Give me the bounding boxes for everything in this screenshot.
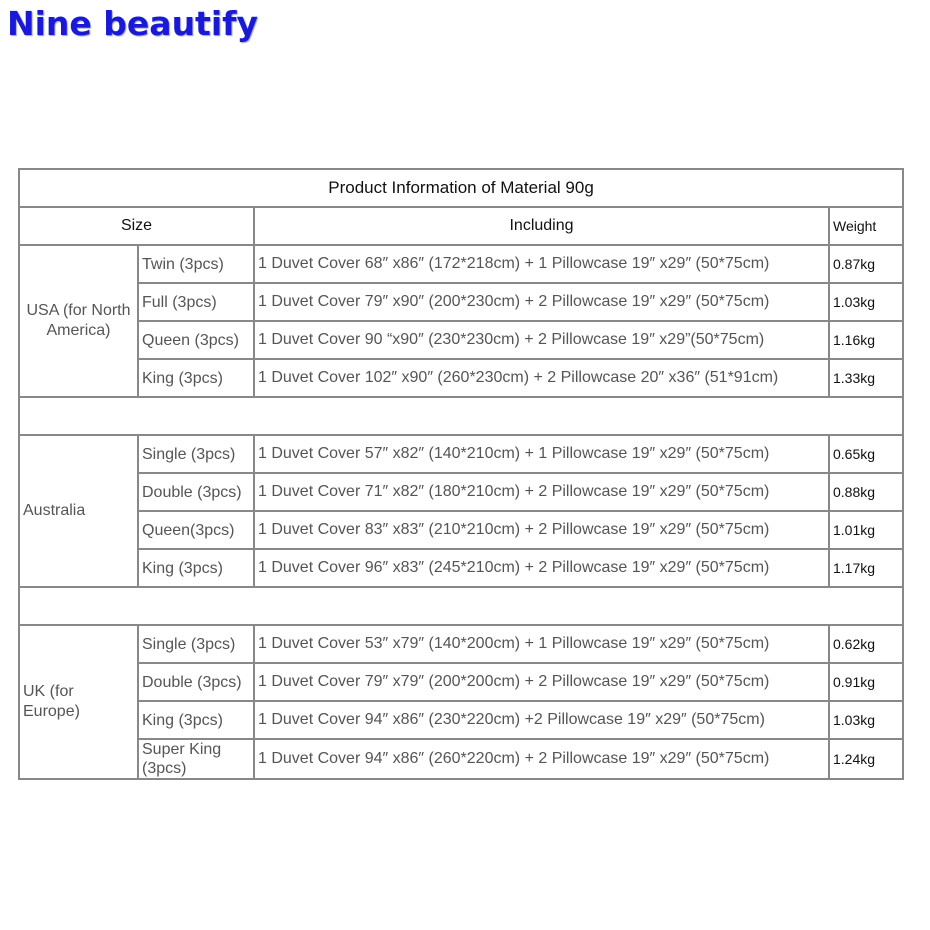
weight-cell: 1.33kg bbox=[829, 359, 903, 397]
table-row bbox=[19, 435, 903, 473]
including-cell: 1 Duvet Cover 83″ x83″ (210*210cm) + 2 Pillowcase 19″ x29″ (50*75cm) bbox=[254, 511, 829, 549]
weight-cell: 0.91kg bbox=[829, 663, 903, 701]
size-cell: Single (3pcs) bbox=[138, 625, 254, 663]
size-cell: Super King (3pcs) bbox=[138, 739, 254, 779]
brand-logo-text: Nine beautify bbox=[7, 4, 259, 43]
weight-cell: 1.03kg bbox=[829, 701, 903, 739]
weight-cell: 1.24kg bbox=[829, 739, 903, 779]
spacer-row bbox=[19, 397, 903, 435]
table-row bbox=[19, 549, 903, 587]
table-title-row bbox=[19, 169, 903, 207]
including-cell: 1 Duvet Cover 102″ x90″ (260*230cm) + 2 Pillowcase 20″ x36″ (51*91cm) bbox=[254, 359, 829, 397]
product-info-table bbox=[18, 168, 904, 780]
size-cell: Double (3pcs) bbox=[138, 663, 254, 701]
table-row bbox=[19, 321, 903, 359]
table-row bbox=[19, 511, 903, 549]
spacer-row bbox=[19, 587, 903, 625]
size-cell: Full (3pcs) bbox=[138, 283, 254, 321]
weight-cell: 1.03kg bbox=[829, 283, 903, 321]
table-header-row bbox=[19, 207, 903, 245]
header-size: Size bbox=[19, 207, 254, 245]
including-cell: 1 Duvet Cover 71″ x82″ (180*210cm) + 2 Pillowcase 19″ x29″ (50*75cm) bbox=[254, 473, 829, 511]
weight-cell: 0.65kg bbox=[829, 435, 903, 473]
table-title: Product Information of Material 90g bbox=[19, 169, 903, 207]
size-cell: Queen(3pcs) bbox=[138, 511, 254, 549]
including-cell: 1 Duvet Cover 94″ x86″ (230*220cm) +2 Pillowcase 19″ x29″ (50*75cm) bbox=[254, 701, 829, 739]
weight-cell: 0.87kg bbox=[829, 245, 903, 283]
header-including: Including bbox=[254, 207, 829, 245]
header-weight: Weight bbox=[829, 207, 903, 245]
weight-cell: 1.16kg bbox=[829, 321, 903, 359]
table-row bbox=[19, 625, 903, 663]
size-cell: King (3pcs) bbox=[138, 359, 254, 397]
table-row bbox=[19, 701, 903, 739]
size-cell: Twin (3pcs) bbox=[138, 245, 254, 283]
size-cell: King (3pcs) bbox=[138, 701, 254, 739]
spacer-cell bbox=[19, 397, 903, 435]
region-usa: USA (for North America) bbox=[19, 245, 138, 397]
including-cell: 1 Duvet Cover 94″ x86″ (260*220cm) + 2 Pillowcase 19″ x29″ (50*75cm) bbox=[254, 739, 829, 779]
including-cell: 1 Duvet Cover 90 “x90″ (230*230cm) + 2 Pillowcase 19″ x29”(50*75cm) bbox=[254, 321, 829, 359]
table-row bbox=[19, 663, 903, 701]
weight-cell: 0.62kg bbox=[829, 625, 903, 663]
table-row bbox=[19, 359, 903, 397]
weight-cell: 0.88kg bbox=[829, 473, 903, 511]
including-cell: 1 Duvet Cover 79″ x90″ (200*230cm) + 2 Pillowcase 19″ x29″ (50*75cm) bbox=[254, 283, 829, 321]
size-cell: Single (3pcs) bbox=[138, 435, 254, 473]
including-cell: 1 Duvet Cover 68″ x86″ (172*218cm) + 1 Pillowcase 19″ x29″ (50*75cm) bbox=[254, 245, 829, 283]
weight-cell: 1.01kg bbox=[829, 511, 903, 549]
table-row bbox=[19, 473, 903, 511]
weight-cell: 1.17kg bbox=[829, 549, 903, 587]
including-cell: 1 Duvet Cover 57″ x82″ (140*210cm) + 1 Pillowcase 19″ x29″ (50*75cm) bbox=[254, 435, 829, 473]
table-row bbox=[19, 245, 903, 283]
including-cell: 1 Duvet Cover 96″ x83″ (245*210cm) + 2 Pillowcase 19″ x29″ (50*75cm) bbox=[254, 549, 829, 587]
including-cell: 1 Duvet Cover 53″ x79″ (140*200cm) + 1 Pillowcase 19″ x29″ (50*75cm) bbox=[254, 625, 829, 663]
region-uk: UK (for Europe) bbox=[19, 625, 138, 779]
including-cell: 1 Duvet Cover 79″ x79″ (200*200cm) + 2 Pillowcase 19″ x29″ (50*75cm) bbox=[254, 663, 829, 701]
size-cell: King (3pcs) bbox=[138, 549, 254, 587]
table-row bbox=[19, 739, 903, 779]
table-row bbox=[19, 283, 903, 321]
spacer-cell bbox=[19, 587, 903, 625]
size-cell: Queen (3pcs) bbox=[138, 321, 254, 359]
region-australia: Australia bbox=[19, 435, 138, 587]
size-cell: Double (3pcs) bbox=[138, 473, 254, 511]
